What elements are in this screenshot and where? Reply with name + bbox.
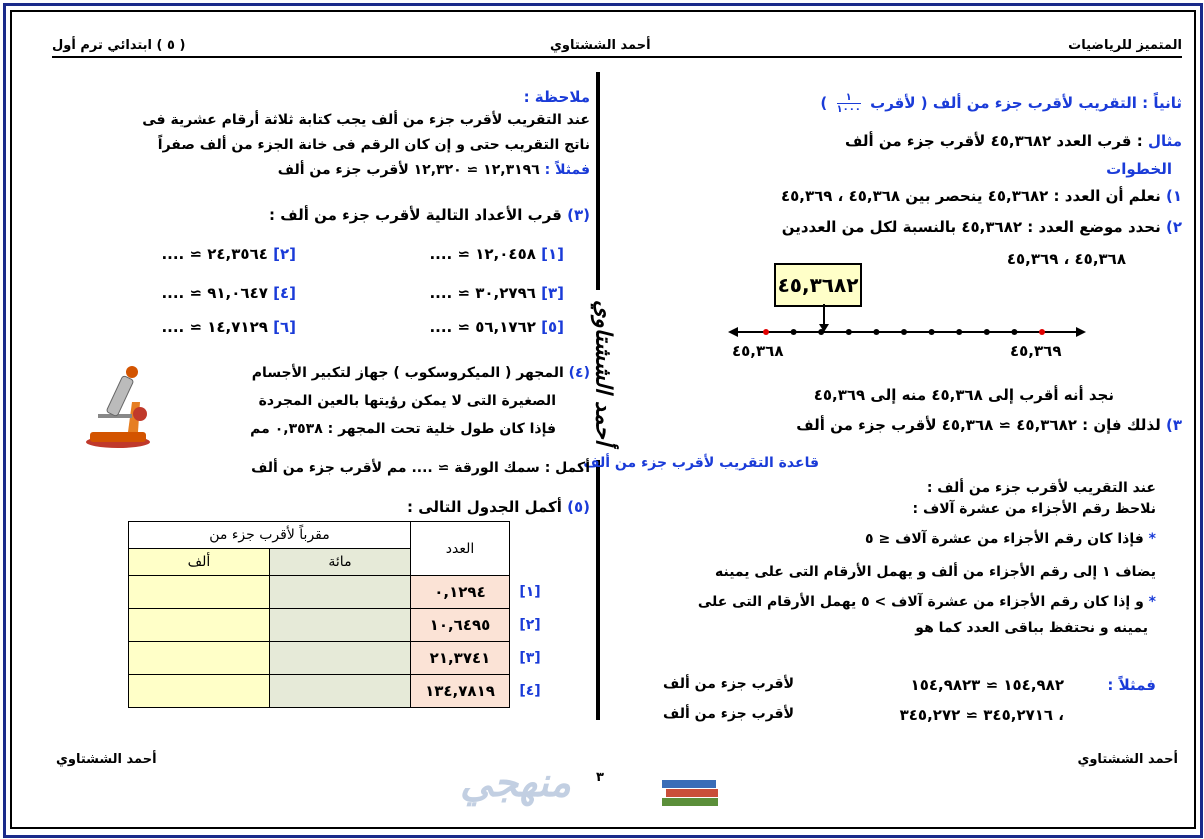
- rule-title: قاعدة التقريب لأقرب جزء من ألف: [583, 455, 819, 471]
- table-answer-thousand[interactable]: [129, 642, 270, 675]
- watermark: منهجي: [460, 760, 572, 806]
- number-line-tick: [929, 329, 935, 335]
- example-label: فمثلاً :: [1107, 676, 1156, 694]
- table-answer-hundred[interactable]: [270, 675, 411, 708]
- example-1-tail: لأقرب جزء من ألف: [663, 676, 794, 692]
- rule-line-3: * فإذا كان رقم الأجزاء من عشرة آلاف ≤ ٥: [865, 531, 1156, 547]
- table-group-header: مقرباً لأقرب جزء من: [129, 522, 411, 549]
- q4-line-2: الصغيرة التى لا يمكن رؤيتها بالعين المجردة: [258, 393, 556, 409]
- q3-item: [٦] ١٤,٧١٢٩ ≃ ....: [161, 318, 296, 336]
- table-answer-hundred[interactable]: [270, 576, 411, 609]
- right-title: ثانياً : التقريب لأقرب جزء من ألف ( لأقرب ١ ١٠٠٠ ): [820, 92, 1182, 115]
- note-label: ملاحظة :: [523, 88, 590, 106]
- number-line-tick: [1039, 329, 1045, 335]
- note-line-2: ناتج التقريب حتى و إن كان الرقم فى خانة الجزء من ألف صفراً: [157, 137, 590, 153]
- example-2-tail: لأقرب جزء من ألف: [663, 706, 794, 722]
- number-line-tick: [873, 329, 879, 335]
- fraction: ١ ١٠٠٠: [836, 92, 861, 115]
- table-answer-hundred[interactable]: [270, 642, 411, 675]
- q3-item: [٢] ٢٤,٣٥٦٤ ≃ ....: [161, 245, 296, 263]
- note-example: فمثلاً : ١٢,٣١٩٦ ≃ ١٢,٣٢٠ لأقرب جزء من ألف: [277, 162, 590, 178]
- table-row-label: [٢]: [519, 617, 541, 633]
- books-icon: [660, 768, 722, 808]
- table-answer-thousand[interactable]: [129, 675, 270, 708]
- q4-line-4: أكمل : سمك الورقة ≃ .... مم لأقرب جزء من ألف: [251, 460, 590, 476]
- rule-line-5: * و إذا كان رقم الأجزاء من عشرة آلاف > ٥ يهمل الأرقام التى على: [697, 594, 1156, 610]
- q3-item: [٣] ٣٠,٢٧٩٦ ≃ ....: [429, 284, 564, 302]
- rule-line-6: يمينه و نحتفظ بباقى العدد كما هو: [915, 620, 1148, 636]
- page-number: ٣: [596, 770, 604, 785]
- rule-line-4: يضاف ١ إلى رقم الأجزاء من ألف و يهمل الأرقام التى على يمينه: [714, 564, 1156, 580]
- header-grade: ( ٥ ) ابتدائي ترم أول: [52, 38, 186, 53]
- rule-line-2: نلاحظ رقم الأجزاء من عشرة آلاف :: [912, 501, 1156, 517]
- q4-line-3: فإذا كان طول خلية تحت المجهر : ٠,٣٥٣٨ مم: [250, 421, 556, 437]
- table-number: ٠,١٢٩٤: [411, 576, 510, 609]
- q3-item: [١] ١٢,٠٤٥٨ ≃ ....: [429, 245, 564, 263]
- step-1: ١) نعلم أن العدد : ٤٥,٣٦٨٢ ينحصر بين ٤٥,٣٦٨ ، ٤٥,٣٦٩: [780, 187, 1182, 205]
- table-number: ١٣٤,٧٨١٩: [411, 675, 510, 708]
- number-line-tick: [901, 329, 907, 335]
- steps-label: الخطوات: [1106, 160, 1172, 178]
- step-3: ٣) لذلك فإن : ٤٥,٣٦٨٢ ≃ ٤٥,٣٦٨ لأقرب جزء من ألف: [796, 416, 1182, 434]
- table-thousand-header: ألف: [129, 549, 270, 576]
- side-author-name: أحمد الششتاوي: [578, 290, 626, 460]
- number-line-tick: [791, 329, 797, 335]
- header-title: المتميز للرياضيات: [1068, 38, 1182, 53]
- number-line-tick: [763, 329, 769, 335]
- header-author: أحمد الششتاوي: [550, 38, 651, 53]
- q4-line-1: (٤) المجهر ( الميكروسكوب ) جهاز لتكبير الأجسام: [251, 365, 590, 381]
- footer-author-left: أحمد الششتاوي: [56, 752, 157, 767]
- number-line-left-label: ٤٥,٣٦٨: [732, 342, 784, 360]
- microscope-icon: [80, 362, 160, 450]
- number-line-right-label: ٤٥,٣٦٩: [1010, 342, 1062, 360]
- step-2-numbers: ٤٥,٣٦٨ ، ٤٥,٣٦٩: [1006, 250, 1126, 268]
- q5-heading: (٥) أكمل الجدول التالى :: [406, 498, 590, 516]
- table-row-label: [١]: [519, 584, 541, 600]
- note-line-1: عند التقريب لأقرب جزء من ألف يجب كتابة ثلاثة أرقام عشرية فى: [142, 112, 590, 128]
- header-rule: [52, 56, 1182, 58]
- q3-heading: (٣) قرب الأعداد التالية لأقرب جزء من ألف :: [269, 206, 590, 224]
- step-2: ٢) نحدد موضع العدد : ٤٥,٣٦٨٢ بالنسبة لكل من العددين: [781, 218, 1182, 236]
- find-line: نجد أنه أقرب إلى ٤٥,٣٦٨ منه إلى ٤٥,٣٦٩: [813, 386, 1114, 404]
- table-answer-thousand[interactable]: [129, 609, 270, 642]
- example-2: ، ٣٤٥,٢٧١٦ ≃ ٣٤٥,٢٧٢: [899, 706, 1064, 724]
- table-number: ٢١,٣٧٤١: [411, 642, 510, 675]
- number-line-tick: [1011, 329, 1017, 335]
- number-line-tick: [818, 329, 824, 335]
- q3-item: [٤] ٩١,٠٦٤٧ ≃ ....: [161, 284, 296, 302]
- table-number-header: العدد: [411, 522, 510, 576]
- rule-line-1: عند التقريب لأقرب جزء من ألف :: [926, 480, 1156, 496]
- footer-author-right: أحمد الششتاوي: [1077, 752, 1178, 767]
- table-row-label: [٣]: [519, 650, 541, 666]
- table-hundred-header: مائة: [270, 549, 411, 576]
- rounding-table: [128, 521, 550, 708]
- number-line-tick: [956, 329, 962, 335]
- q3-item: [٥] ٥٦,١٧٦٢ ≃ ....: [429, 318, 564, 336]
- table-number: ١٠,٦٤٩٥: [411, 609, 510, 642]
- number-line-tick: [846, 329, 852, 335]
- example-1: ١٥٤,٩٨٢ ≃ ١٥٤,٩٨٢٣: [910, 676, 1064, 694]
- number-line-tick: [984, 329, 990, 335]
- value-box: ٤٥,٣٦٨٢: [774, 263, 862, 307]
- table-answer-hundred[interactable]: [270, 609, 411, 642]
- table-answer-thousand[interactable]: [129, 576, 270, 609]
- table-row-label: [٤]: [519, 683, 541, 699]
- example-line: مثال : قرب العدد ٤٥,٣٦٨٢ لأقرب جزء من ألف: [845, 132, 1182, 150]
